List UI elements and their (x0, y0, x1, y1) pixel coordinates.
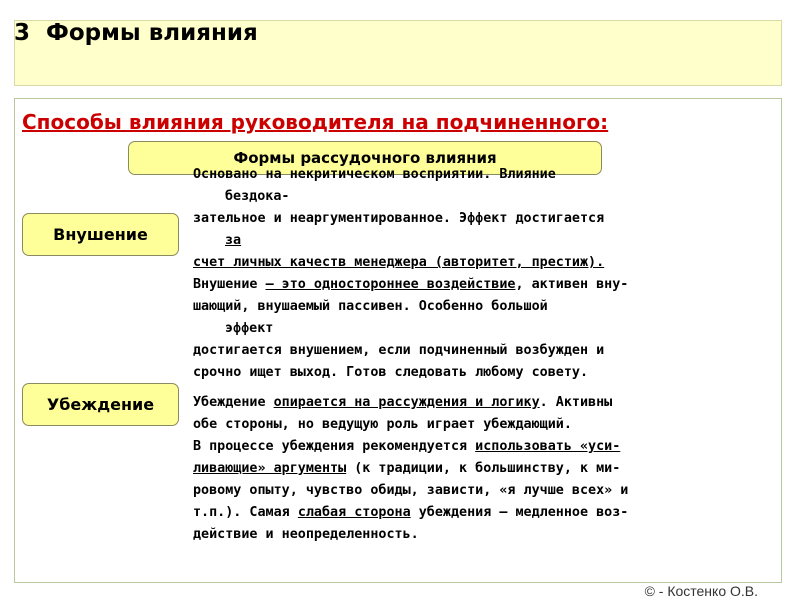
copyright-footer: © - Костенко О.В. (644, 583, 758, 599)
text-line: достигается внушением, если подчиненный возбужден и (193, 343, 605, 358)
text-line: срочно ищет выход. Готов следовать любому совету. (193, 365, 589, 380)
slide-number: 3 (14, 20, 31, 46)
text-line: счет личных качеств менеджера (авторитет, престиж). (193, 255, 605, 270)
text-line: ровому опыту, чувство обиды, зависти, «я лучше всех» и (193, 483, 629, 498)
text-line: Убеждение опирается на рассуждения и логику. Активны (193, 395, 613, 410)
text-line: за (225, 233, 242, 248)
text-line: Внушение – это одностороннее воздействие, активен вну- (193, 277, 629, 292)
text-line: В процессе убеждения рекомендуется использовать «уси- (193, 439, 621, 454)
suggestion-description (193, 164, 628, 384)
method-label-suggestion: Внушение (22, 213, 179, 256)
text-line: т.п.). Самая слабая сторона убеждения – медленное воз- (193, 505, 629, 520)
text-line: действие и неопределенность. (193, 527, 419, 542)
forms-header-pill: Формы рассудочного влияния (128, 141, 602, 175)
section-subtitle: Способы влияния руководителя на подчиненного: (22, 110, 609, 134)
text-line: обе стороны, но ведущую роль играет убеждающий. (193, 417, 572, 432)
text-line: зательное и неаргументированное. Эффект достигается (193, 211, 605, 226)
text-line: бездока- (225, 189, 290, 204)
text-line: эффект (225, 321, 274, 336)
slide-title (14, 20, 258, 46)
text-line: ливающие» аргументы (к традиции, к большинству, к ми- (193, 461, 621, 476)
persuasion-description (193, 392, 628, 546)
text-line: Основано на некритическом восприятии. Влияние (193, 167, 556, 182)
method-label-persuasion: Убеждение (22, 383, 179, 426)
text-line: шающий, внушаемый пассивен. Особенно большой (193, 299, 548, 314)
slide-title-text: Формы влияния (46, 20, 258, 46)
